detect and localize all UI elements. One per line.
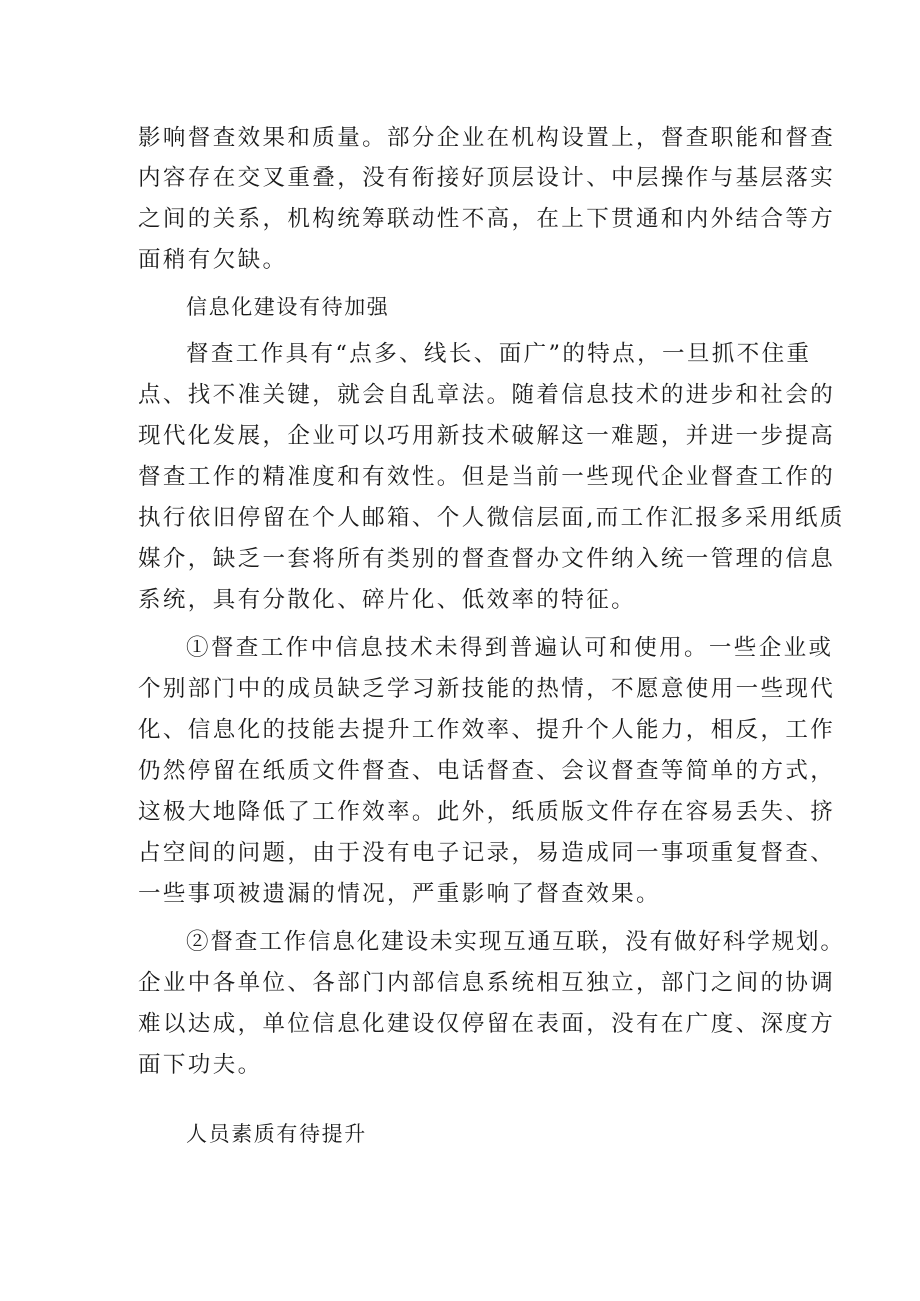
paragraph-2-line-1: 督查工作具有“点多、线长、面广”的特点，一旦抓不住重 bbox=[186, 341, 812, 367]
paragraph-2-line-6: 媒介，缺乏一套将所有类别的督查督办文件纳入统一管理的信息 bbox=[138, 546, 836, 572]
paragraph-2-line-5: 执行依旧停留在个人邮箱、个人微信层面,而工作汇报多采用纸质 bbox=[138, 505, 845, 531]
paragraph-1-line-2: 内容存在交叉重叠，没有衔接好顶层设计、中层操作与基层落实 bbox=[138, 165, 836, 191]
paragraph-2-line-3: 现代化发展，企业可以巧用新技术破解这一难题，并进一步提高 bbox=[138, 423, 836, 449]
paragraph-3-line-6: 占空间的问题，由于没有电子记录，易造成同一事项重复督查、 bbox=[138, 840, 836, 866]
paragraph-1-line-3: 之间的关系，机构统筹联动性不高，在上下贯通和内外结合等方 bbox=[138, 206, 836, 232]
paragraph-4-line-1: ②督查工作信息化建设未实现互通互联，没有做好科学规划。 bbox=[186, 929, 845, 955]
paragraph-3-line-1: ①督查工作中信息技术未得到普遍认可和使用。一些企业或 bbox=[186, 635, 834, 661]
section-heading-informatization: 信息化建设有待加强 bbox=[186, 295, 390, 319]
paragraph-1-line-4: 面稍有欠缺。 bbox=[138, 247, 288, 273]
paragraph-4-line-2: 企业中各单位、各部门内部信息系统相互独立，部门之间的协调 bbox=[138, 970, 836, 996]
paragraph-3-line-3: 化、信息化的技能去提升工作效率、提升个人能力，相反，工作 bbox=[138, 717, 836, 743]
paragraph-2-line-7: 系统，具有分散化、碎片化、低效率的特征。 bbox=[138, 587, 637, 613]
paragraph-3-line-7: 一些事项被遗漏的情况，严重影响了督查效果。 bbox=[138, 881, 661, 907]
paragraph-1-line-1: 影响督查效果和质量。部分企业在机构设置上，督查职能和督查 bbox=[138, 125, 836, 151]
paragraph-2-line-2: 点、找不准关键，就会自乱章法。随着信息技术的进步和社会的 bbox=[138, 382, 836, 408]
paragraph-3-line-4: 仍然停留在纸质文件督查、电话督查、会议督查等简单的方式， bbox=[138, 758, 836, 784]
paragraph-3-line-2: 个别部门中的成员缺乏学习新技能的热情，不愿意使用一些现代 bbox=[138, 676, 836, 702]
paragraph-4-line-4: 面下功夫。 bbox=[138, 1052, 263, 1078]
paragraph-3-line-5: 这极大地降低了工作效率。此外，纸质版文件存在容易丢失、挤 bbox=[138, 799, 836, 825]
paragraph-4-line-3: 难以达成，单位信息化建设仅停留在表面，没有在广度、深度方 bbox=[138, 1011, 836, 1037]
section-heading-personnel-quality: 人员素质有待提升 bbox=[186, 1122, 367, 1146]
paragraph-2-line-4: 督查工作的精准度和有效性。但是当前一些现代企业督查工作的 bbox=[138, 464, 836, 490]
